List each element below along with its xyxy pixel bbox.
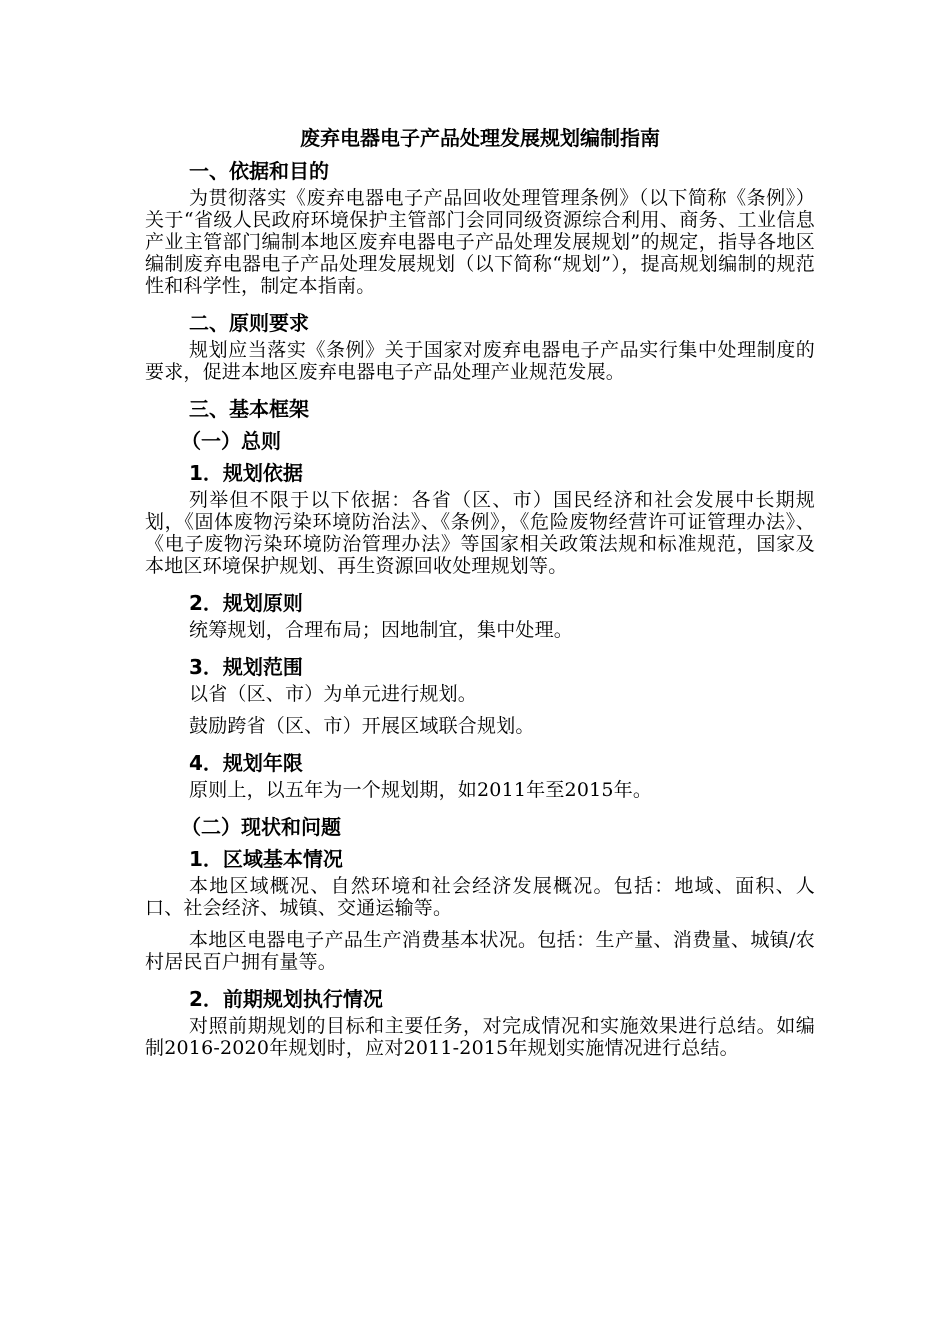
item-heading-planning-basis: 1．规划依据 [189, 461, 303, 485]
section-heading-principles: 二、原则要求 [189, 311, 309, 335]
item-heading-planning-scope: 3．规划范围 [189, 655, 303, 679]
section-heading-framework: 三、基本框架 [189, 397, 309, 421]
paragraph-planning-scope-2: 鼓励跨省（区、市）开展区域联合规划。 [189, 715, 535, 737]
document-title: 废弃电器电子产品处理发展规划编制指南 [300, 126, 660, 150]
item-heading-planning-principles: 2．规划原则 [189, 591, 303, 615]
paragraph-planning-basis: 列举但不限于以下依据：各省（区、市）国民经济和社会发展中长期规划，《固体废物污染环境防治法》、《条例》，《危险废物经营许可证管理办法》、《电子废物污染环境防治管理办法》等国家相关政策法规和标准规范，国家及本地区环境保护规划、再生资源回收处理规划等。 [145, 489, 815, 577]
subsection-heading-general: （一）总则 [181, 429, 281, 453]
section-heading-basis: 一、依据和目的 [189, 159, 329, 183]
subsection-heading-status: （二）现状和问题 [181, 815, 341, 839]
paragraph-previous-plan: 对照前期规划的目标和主要任务，对完成情况和实施效果进行总结。如编制2016-2020年规划时，应对2011-2015年规划实施情况进行总结。 [145, 1015, 815, 1059]
item-heading-regional-situation: 1．区域基本情况 [189, 847, 343, 871]
paragraph-planning-principles: 统筹规划，合理布局；因地制宜，集中处理。 [189, 619, 574, 641]
paragraph-regional-situation-2: 本地区电器电子产品生产消费基本状况。包括：生产量、消费量、城镇/农村居民百户拥有量等。 [145, 929, 815, 973]
item-heading-previous-plan: 2．前期规划执行情况 [189, 987, 383, 1011]
document-body [145, 123, 815, 1069]
paragraph-regional-situation-1: 本地区域概况、自然环境和社会经济发展概况。包括：地域、面积、人口、社会经济、城镇、交通运输等。 [145, 875, 815, 919]
paragraph-basis: 为贯彻落实《废弃电器电子产品回收处理管理条例》（以下简称《条例》）关于“省级人民政府环境保护主管部门会同同级资源综合利用、商务、工业信息产业主管部门编制本地区废弃电器电子产品处理发展规划”的规定，指导各地区编制废弃电器电子产品处理发展规划（以下简称“规划”），提高规划编制的规范性和科学性，制定本指南。 [145, 187, 815, 297]
paragraph-planning-period: 原则上，以五年为一个规划期，如2011年至2015年。 [189, 779, 653, 801]
paragraph-planning-scope-1: 以省（区、市）为单元进行规划。 [189, 683, 478, 705]
paragraph-principles: 规划应当落实《条例》关于国家对废弃电器电子产品实行集中处理制度的要求，促进本地区废弃电器电子产品处理产业规范发展。 [145, 339, 815, 383]
item-heading-planning-period: 4．规划年限 [189, 751, 303, 775]
